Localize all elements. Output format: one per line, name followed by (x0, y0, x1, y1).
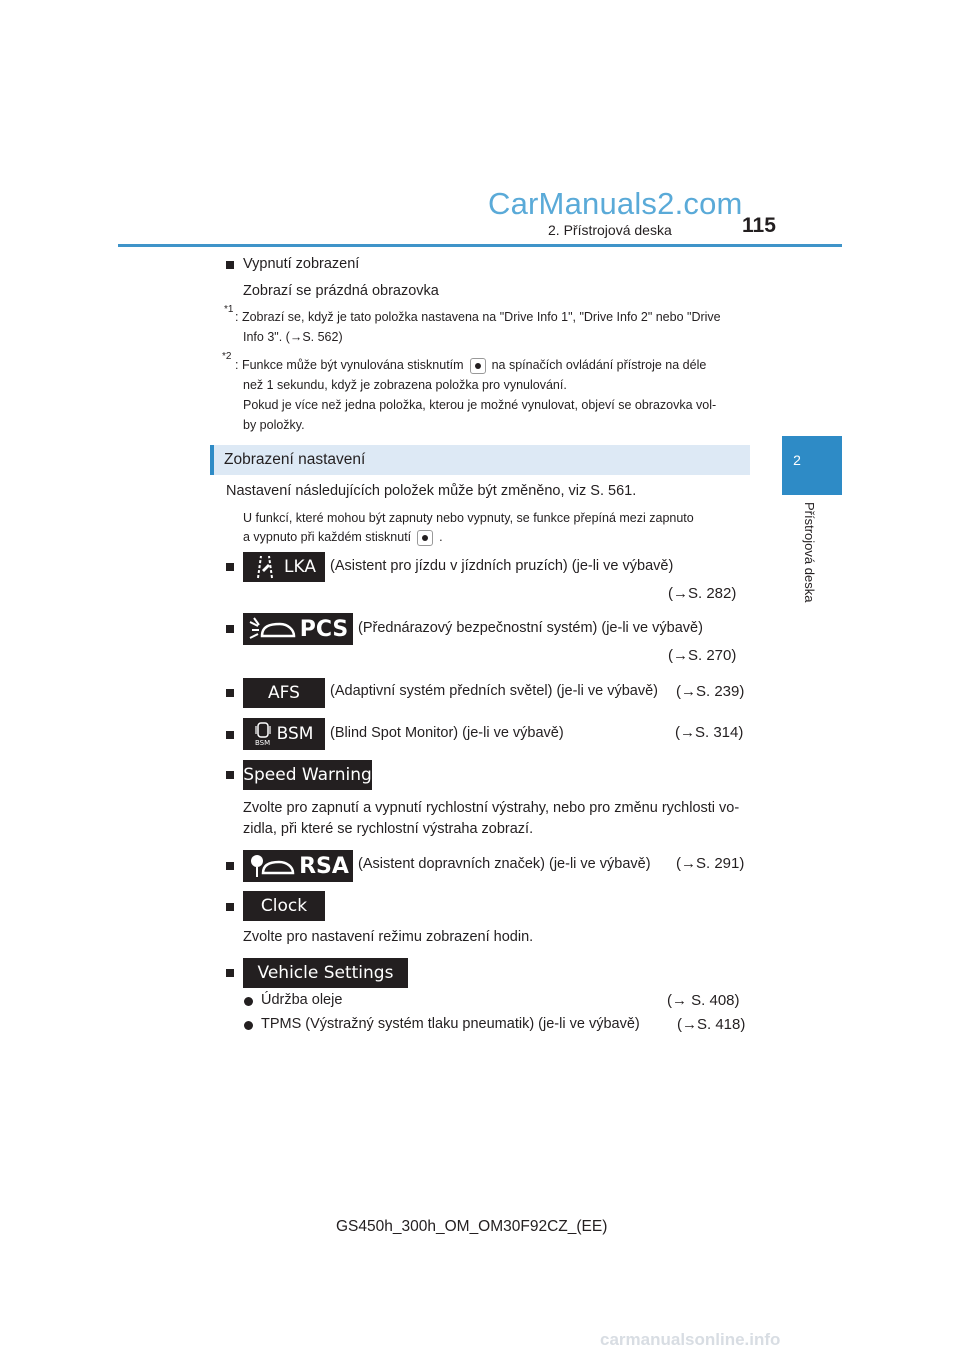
display-off-text: Zobrazí se prázdná obrazovka (243, 283, 439, 299)
settings-note-text-a: a vypnuto při každém stisknutí (243, 530, 412, 544)
section-title: 2. Přístrojová deska (548, 222, 672, 238)
footnote-1-line1: : Zobrazí se, když je tato položka nastavena na "Drive Info 1", "Drive Info 2" nebo "Drive (235, 310, 721, 324)
footnote-2-line4: by položky. (243, 418, 305, 432)
settings-note-line1: U funkcí, které mohou být zapnuty nebo vypnuty, se funkce přepíná mezi zapnuto (243, 511, 694, 525)
clock-text: Zvolte pro nastavení režimu zobrazení hodin. (243, 929, 534, 945)
settings-intro: Nastavení následujících položek může být změněno, viz S. 561. (226, 483, 637, 499)
bsm-icon (243, 718, 325, 750)
lka-icon (243, 552, 325, 582)
vehicle-sub-2-reference: (→S. 418) (677, 1016, 746, 1033)
chapter-number: 2 (793, 452, 801, 468)
footnote-2-line3: Pokud je více než jedna položka, kterou je možné vynulovat, objeví se obrazovka vol- (243, 398, 717, 412)
clock-icon (243, 891, 325, 921)
display-off-heading: Vypnutí zobrazení (243, 256, 360, 272)
bullet-square (226, 689, 234, 697)
bsm-icon-label: BSM (276, 724, 314, 744)
lka-description: (Asistent pro jízdu v jízdních pruzích) (je-li ve výbavě) (330, 558, 674, 574)
footnote-2-line1 (235, 355, 745, 376)
rsa-icon (243, 850, 353, 882)
afs-reference: (→S. 239) (676, 683, 745, 700)
footnote-2-text-b: na spínačích ovládání přístroje na déle (491, 358, 707, 372)
pcs-icon-label: PCS (299, 616, 349, 642)
document-code: GS450h_300h_OM_OM30F92CZ_(EE) (336, 1218, 608, 1235)
rsa-icon-label: RSA (299, 853, 349, 879)
afs-description: (Adaptivní systém předních světel) (je-li ve výbavě) (330, 683, 658, 699)
speed-warning-text-line2: zidla, při které se rychlostní výstraha zobrazí. (243, 821, 534, 837)
bullet-circle (244, 997, 253, 1006)
afs-icon-label: AFS (268, 683, 300, 703)
pcs-reference: (→S. 270) (668, 647, 737, 664)
chapter-label: Přístrojová deska (802, 502, 817, 603)
bullet-square (226, 261, 234, 269)
rsa-description: (Asistent dopravních značek) (je-li ve výbavě) (358, 856, 651, 872)
section-header (210, 445, 750, 475)
footnote-2-mark: *2 (222, 351, 232, 362)
bsm-icon-small-label: BSM (254, 738, 271, 747)
vehicle-sub-1-reference: (→ S. 408) (667, 992, 740, 1009)
section-header-title: Zobrazení nastavení (224, 451, 366, 468)
vehicle-sub-1-label: Údržba oleje (261, 992, 343, 1008)
bullet-square (226, 969, 234, 977)
settings-note-text-b: . (439, 530, 443, 544)
bullet-square (226, 903, 234, 911)
vehicle-settings-icon-label: Vehicle Settings (257, 963, 394, 983)
footnote-1-line2: Info 3". (→S. 562) (243, 330, 343, 344)
select-button-icon (417, 530, 433, 546)
header-rule (118, 244, 842, 247)
rsa-reference: (→S. 291) (676, 855, 745, 872)
bullet-square (226, 625, 234, 633)
pcs-description: (Přednárazový bezpečnostní systém) (je-li ve výbavě) (358, 620, 703, 636)
chapter-tab (782, 436, 842, 495)
bsm-reference: (→S. 314) (675, 724, 744, 741)
page-number: 115 (742, 214, 776, 237)
vehicle-sub-2-label: TPMS (Výstražný systém tlaku pneumatik) (je-li ve výbavě) (261, 1016, 640, 1032)
lka-reference: (→S. 282) (668, 585, 737, 602)
clock-icon-label: Clock (260, 896, 308, 916)
lka-icon-label: LKA (284, 557, 316, 577)
pcs-icon (243, 613, 353, 645)
footer-watermark: carmanualsonline.info (600, 1330, 781, 1349)
afs-icon (243, 678, 325, 708)
speed-warning-icon (243, 760, 372, 790)
select-button-icon (470, 358, 486, 374)
speed-warning-icon-label: Speed Warning (243, 765, 372, 785)
bullet-square (226, 563, 234, 571)
footnote-2-line2: než 1 sekundu, když je zobrazena položka pro vynulování. (243, 378, 567, 392)
bullet-square (226, 771, 234, 779)
settings-note-line2 (243, 527, 443, 548)
vehicle-settings-icon (243, 958, 408, 988)
footnote-1-mark: *1 (224, 304, 234, 315)
bsm-description: (Blind Spot Monitor) (je-li ve výbavě) (330, 725, 564, 741)
speed-warning-text-line1: Zvolte pro zapnutí a vypnutí rychlostní výstrahy, nebo pro změnu rychlosti vo- (243, 800, 740, 816)
bullet-square (226, 731, 234, 739)
watermark-logo: CarManuals2.com (488, 186, 743, 221)
footnote-2-text-a: : Funkce může být vynulována stisknutím (235, 358, 464, 372)
bullet-square (226, 862, 234, 870)
bullet-circle (244, 1021, 253, 1030)
